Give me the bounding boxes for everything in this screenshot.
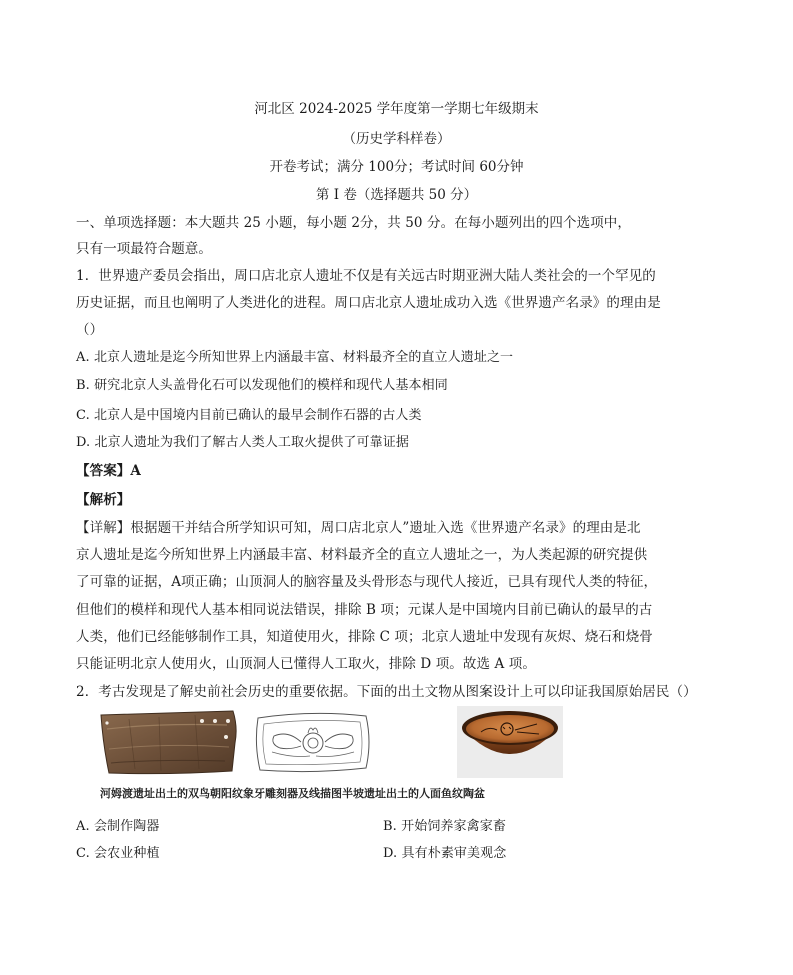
exam-subtitle: （历史学科样卷） [342,131,451,147]
q1-stem-1: 1．世界遗产委员会指出，周口店北京人遗址不仅是有关远古时期亚洲大陆人类社会的一个罕见的 [76,268,656,284]
q1-option-d: D. 北京人遗址为我们了解古人类人工取火提供了可靠证据 [76,435,409,450]
q1-stem-2: 历史证据，而且也阐明了人类进化的进程。周口店北京人遗址成功入选《世界遗产名录》的理由是 [76,295,661,311]
q1-option-b: B. 研究北京人头盖骨化石可以发现他们的模样和现代人基本相同 [76,378,448,393]
q1-detail-2: 京人遗址是迄今所知世界上内涵最丰富、材料最齐全的直立人遗址之一，为人类起源的研究提供 [76,547,648,563]
carving-line-drawing [252,708,374,778]
q1-stem-3: （） [76,322,104,338]
q1-detail-6: 只能证明北京人使用火，山顶洞人已懂得人工取火，排除 D 项。故选 A 项。 [76,656,536,672]
q1-analysis-label: 【解析】 [76,492,131,508]
q2-option-b: B. 开始饲养家禽家畜 [383,819,506,834]
q1-option-a: A. 北京人遗址是迄今所知世界上内涵最丰富、材料最齐全的直立人遗址之一 [76,350,514,365]
q1-answer: 【答案】A [76,463,141,479]
q1-detail-3: 了可靠的证据，A项正确；山顶洞人的脑容量及头骨形态与现代人接近，已具有现代人类的特征， [76,574,658,590]
section-instruction-1: 一、单项选择题：本大题共 25 小题，每小题 2分，共 50 分。在每小题列出的四个选项中， [76,215,632,231]
ivory-carving-photo [99,709,239,777]
q2-option-a: A. 会制作陶器 [76,819,160,834]
pottery-basin-photo [457,706,563,778]
section-instruction-2: 只有一项最符合题意。 [76,241,212,257]
q1-detail-1: 【详解】根据题干并结合所学知识可知，周口店北京人”遗址入选《世界遗产名录》的理由是北 [76,520,641,536]
q1-option-c: C. 北京人是中国境内目前已确认的最早会制作石器的古人类 [76,408,422,423]
q2-option-c: C. 会农业种植 [76,846,160,861]
q2-option-d: D. 具有朴素审美观念 [383,846,507,861]
part-title: 第 I 卷（选择题共 50 分） [315,187,478,203]
exam-info: 开卷考试；满分 100分；考试时间 60分钟 [269,159,524,175]
exam-title: 河北区 2024-2025 学年度第一学期七年级期末 [254,101,539,117]
q1-detail-4: 但他们的模样和现代人基本相同说法错误，排除 B 项；元谋人是中国境内目前已确认的最早的古 [76,602,653,618]
q1-detail-5: 人类，他们已经能够制作工具，知道使用火，排除 C 项；北京人遗址中发现有灰烬、烧石和烧骨 [76,629,653,645]
q2-stem: 2．考古发现是了解史前社会历史的重要依据。下面的出土文物从图案设计上可以印证我国原始居民（） [76,684,697,700]
figure-caption: 河姆渡遗址出土的双鸟朝阳纹象牙雕刻器及线描图半坡遗址出土的人面鱼纹陶盆 [100,787,485,800]
